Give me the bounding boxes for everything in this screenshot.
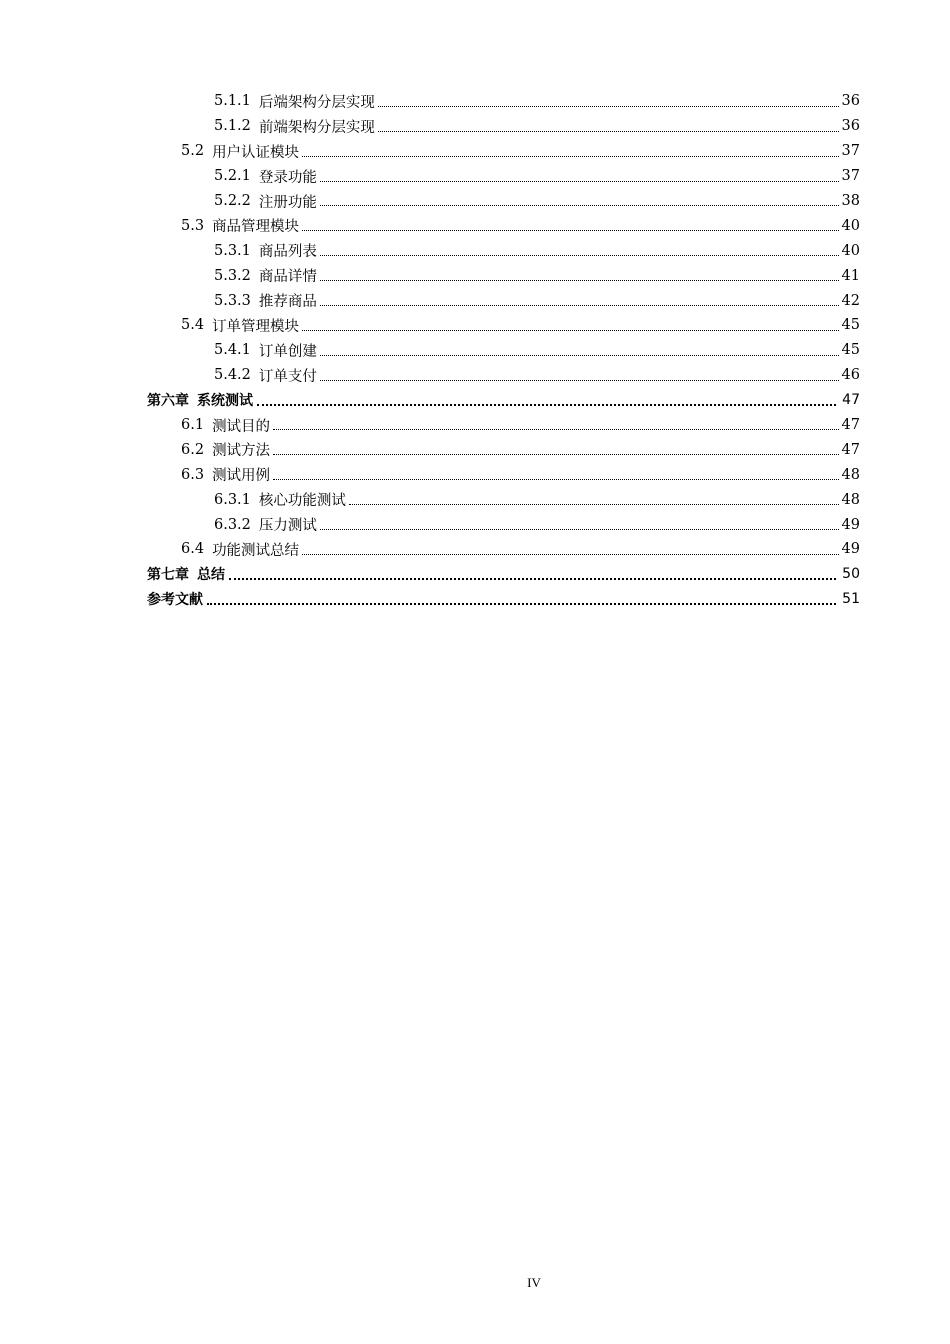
toc-entry[interactable]: [0, 189, 860, 214]
toc-entry-number: 5.3.1: [214, 242, 251, 259]
dot-leader: [302, 155, 838, 157]
toc-entry-title: 订单支付: [258, 368, 317, 385]
toc-entry[interactable]: [0, 164, 860, 189]
toc-entry-title: 商品详情: [258, 269, 317, 286]
toc-entry-title: 功能测试总结: [212, 542, 300, 559]
toc-entry-page: 36: [841, 118, 860, 135]
toc-entry-title: 推荐商品: [258, 294, 317, 311]
toc-entry-number: 5.4.1: [214, 342, 251, 359]
toc-entry[interactable]: [0, 587, 860, 612]
toc-entry-number: 6.3.2: [214, 516, 251, 533]
toc-entry-page: 49: [841, 541, 860, 558]
toc-entry-title: 用户认证模块: [212, 144, 300, 161]
toc-entry-number: 第七章: [147, 567, 189, 584]
toc-entry-page: 41: [841, 267, 860, 284]
toc-entry-title: 订单创建: [258, 343, 317, 360]
toc-entry-title: 登录功能: [258, 169, 317, 186]
toc-entry-number: 6.4: [181, 541, 205, 558]
toc-entry-page: 48: [841, 466, 860, 483]
toc-entry-number: 5.1.1: [214, 93, 251, 110]
dot-leader: [229, 577, 836, 580]
toc-entry-page: 48: [841, 491, 860, 508]
toc-entry[interactable]: [0, 437, 860, 462]
toc-entry-title: 核心功能测试: [258, 493, 346, 510]
toc-entry-page: 45: [841, 317, 860, 334]
toc-entry-number: 5.2.2: [214, 193, 251, 209]
toc-entry-page: 36: [841, 93, 860, 110]
toc-entry-page: 45: [841, 342, 860, 359]
toc-entry-number: 6.3.1: [214, 491, 251, 508]
table-of-contents: [0, 89, 950, 612]
dot-leader: [302, 553, 838, 555]
dot-leader: [320, 279, 839, 281]
toc-entry-number: 6.1: [181, 417, 205, 434]
toc-entry[interactable]: [0, 263, 860, 288]
toc-entry-page: 51: [842, 591, 860, 608]
toc-entry-number: 5.1.2: [214, 118, 251, 135]
toc-entry[interactable]: [0, 89, 860, 114]
toc-entry[interactable]: [0, 363, 860, 388]
toc-entry-number: 第六章: [147, 393, 189, 410]
toc-entry[interactable]: [0, 512, 860, 537]
toc-entry-number: 5.4.2: [214, 367, 251, 384]
toc-entry[interactable]: [0, 338, 860, 363]
toc-entry-title: 订单管理模块: [212, 318, 300, 335]
dot-leader: [273, 453, 838, 455]
toc-entry[interactable]: [0, 413, 860, 438]
toc-entry-page: 40: [841, 242, 860, 259]
dot-leader: [349, 503, 839, 505]
toc-entry[interactable]: [0, 114, 860, 139]
toc-entry-page: 49: [841, 516, 860, 533]
toc-entry-title: 商品列表: [258, 244, 317, 261]
toc-entry-number: 6.2: [181, 441, 205, 458]
toc-entry[interactable]: [0, 288, 860, 313]
toc-entry-title: 参考文献: [147, 592, 203, 609]
toc-entry[interactable]: [0, 238, 860, 263]
dot-leader: [378, 105, 839, 107]
dot-leader: [320, 354, 839, 356]
toc-entry-number: 6.3: [181, 466, 205, 483]
toc-entry-title: 测试目的: [212, 418, 271, 435]
toc-entry[interactable]: [0, 487, 860, 512]
toc-entry[interactable]: [0, 313, 860, 338]
toc-entry-title: 商品管理模块: [212, 219, 300, 236]
toc-entry-number: 5.3: [181, 217, 205, 234]
dot-leader: [320, 304, 839, 306]
toc-entry-page: 38: [841, 193, 860, 209]
toc-entry-title: 注册功能: [258, 194, 317, 211]
toc-entry-title: 前端架构分层实现: [258, 119, 375, 136]
toc-entry-number: 5.4: [181, 317, 205, 334]
toc-entry-title: 测试用例: [212, 468, 271, 485]
toc-entry-title: 系统测试: [197, 393, 253, 410]
toc-entry-page: 47: [841, 441, 860, 458]
dot-leader: [302, 229, 838, 231]
toc-entry-page: 47: [841, 417, 860, 434]
toc-entry-number: 5.3.2: [214, 267, 251, 284]
toc-entry-number: 5.3.3: [214, 292, 251, 309]
dot-leader: [320, 254, 839, 256]
dot-leader: [320, 204, 839, 206]
dot-leader: [320, 379, 839, 381]
toc-entry[interactable]: [0, 213, 860, 238]
toc-entry-number: 5.2.1: [214, 168, 251, 185]
toc-entry[interactable]: [0, 462, 860, 487]
dot-leader: [378, 130, 839, 132]
dot-leader: [320, 180, 839, 182]
toc-entry-page: 50: [842, 566, 860, 583]
dot-leader: [207, 602, 836, 605]
toc-entry[interactable]: [0, 139, 860, 164]
toc-entry-page: 42: [841, 292, 860, 309]
toc-entry-number: 5.2: [181, 143, 205, 160]
dot-leader: [320, 528, 839, 530]
toc-entry-page: 37: [841, 143, 860, 160]
dot-leader: [257, 403, 836, 406]
toc-entry-page: 47: [842, 392, 860, 409]
toc-entry-title: 总结: [197, 567, 225, 584]
page-number: IV: [527, 1275, 541, 1290]
toc-entry-page: 37: [841, 168, 860, 185]
dot-leader: [273, 428, 838, 430]
toc-entry-title: 测试方法: [212, 443, 271, 460]
toc-entry-title: 压力测试: [258, 518, 317, 535]
toc-entry-title: 后端架构分层实现: [258, 94, 375, 111]
toc-entry[interactable]: [0, 537, 860, 562]
toc-entry-page: 40: [841, 217, 860, 234]
toc-entry[interactable]: [0, 388, 860, 413]
dot-leader: [273, 478, 838, 480]
toc-entry-page: 46: [841, 367, 860, 384]
toc-entry[interactable]: [0, 562, 860, 587]
dot-leader: [302, 329, 838, 331]
